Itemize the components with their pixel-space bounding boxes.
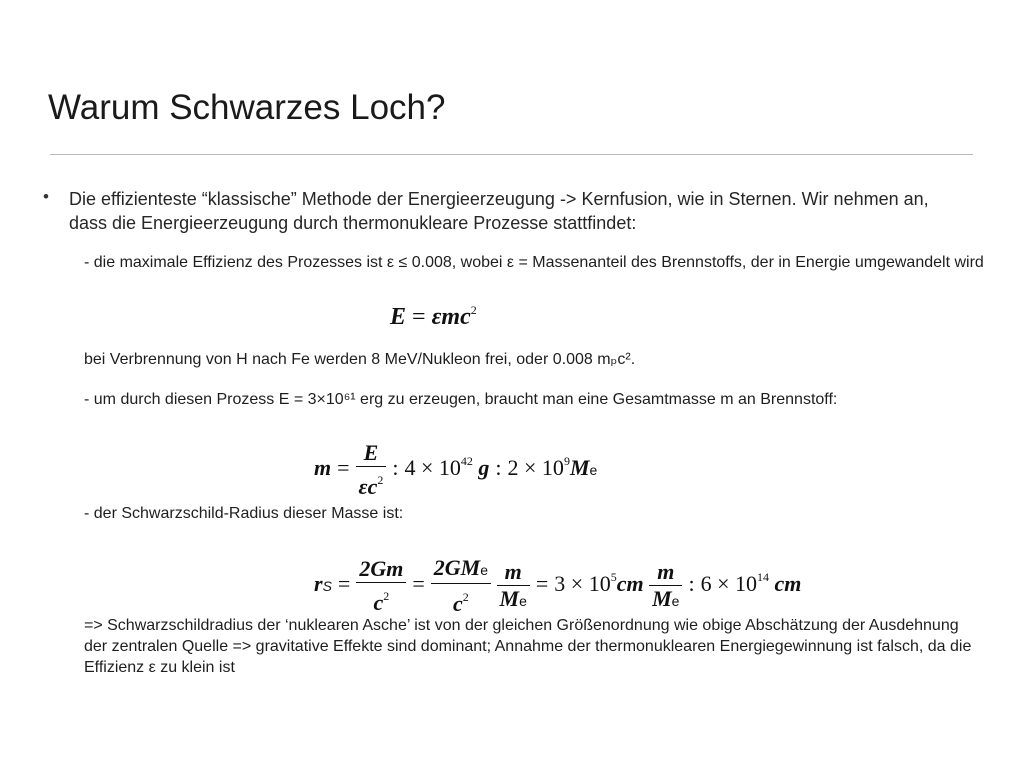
radius-paragraph: - der Schwarzschild-Radius dieser Masse ist: [84,505,404,522]
bullet-marker: • [43,187,49,206]
mass-lhs: m [314,455,332,481]
mass-fraction [356,440,387,500]
mass-unit-2-subscript: e [589,462,598,479]
mass-fraction-numerator: E [356,440,387,467]
radius-fraction-1: $\frac{2Gm}{c^2}$ [356,556,406,616]
energy-equals: = [412,304,426,330]
energy-lhs: E [390,304,407,330]
radius-equation [314,555,801,617]
radius-fraction-2: $\frac{\text{2GMe}}{c^2}$ [431,555,491,617]
mass-equals: = [337,455,350,481]
radius-value-2: 6 × 10 [700,571,757,597]
energy-equation [390,303,477,331]
radius-fraction-3: $\frac{m}{Me}$ [497,559,530,614]
title-divider [50,154,973,155]
radius-value-1-exponent: 5 [610,570,617,585]
radius-value-1: 3 × 10 [554,571,611,597]
mass-value-1-exponent: 42 [460,454,473,469]
radius-lhs: r [314,571,323,597]
radius-lhs-subscript: S [322,578,332,595]
mass-value-2-exponent: 9 [563,454,570,469]
radius-equals-3: = [535,571,549,597]
radius-approx: : [688,571,695,597]
burning-paragraph: bei Verbrennung von H nach Fe werden 8 MeV/Nukleon frei, oder 0.008 mₚc². [84,351,636,368]
radius-equals-1: = [337,571,351,597]
efficiency-paragraph: - die maximale Effizienz des Prozesses ist ε ≤ 0.008, wobei ε = Massenanteil des Brennstoffs, der in Energie umgewandelt wird [84,254,984,271]
mass-equation [314,440,597,500]
energy-exponent: 2 [470,303,477,317]
radius-fraction-4: $\frac{m}{Me}$ [649,559,682,614]
mass-approx-2: : [495,455,502,481]
radius-equals-2: = [412,571,425,597]
mass-value-1: 4 × 10 [404,455,461,481]
radius-unit-2: cm [774,571,802,597]
mass-approx-1: : [392,455,399,481]
radius-unit-1: cm [616,571,644,597]
mass-unit-1: g [478,455,490,481]
mass-paragraph: - um durch diesen Prozess E = 3×10⁶¹ erg zu erzeugen, braucht man eine Gesamtmasse m an Brennstoff: [84,391,838,408]
radius-value-2-exponent: 14 [757,570,769,585]
mass-value-2: 2 × 10 [507,455,564,481]
slide-title: Warum Schwarzes Loch? [48,88,446,127]
mass-fraction-denominator: $\varepsilon c^2$ [358,473,384,499]
conclusion-paragraph: => Schwarzschildradius der ‘nuklearen Asche’ ist von der gleichen Größenordnung wie obige Abschätzung der Ausdehnung der zentralen Quelle => gravitative Effekte sind dominant; Annahme der thermonuklearen Energiegewinnung ist falsch, da die Effizienz ε zu klein ist [84,617,972,676]
energy-rhs: εmc [431,304,471,330]
bullet-text: Die effizienteste “klassische” Methode der Energieerzeugung -> Kernfusion, wie in Sternen. Wir nehmen an, dass die Energieerzeugung durch thermonukleare Prozesse stattfindet: [69,189,929,233]
mass-unit-2: M [569,455,590,481]
